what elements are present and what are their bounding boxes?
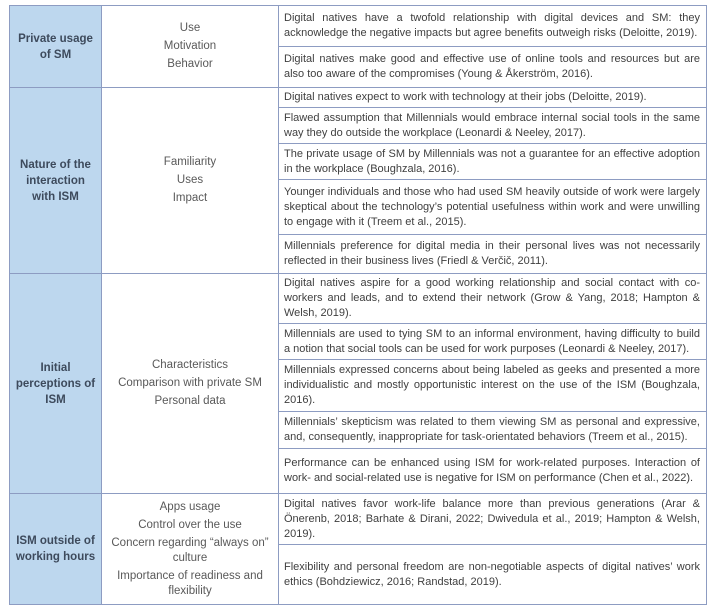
category-cell-initial-perceptions [10,274,102,494]
finding-cell: Millennials preference for digital media in their personal lives was not necessarily reflected in their business lives (Friedl & Verčič, 2011). [279,235,707,274]
category-cell-nature-interaction [10,88,102,274]
keyword: Impact [172,192,208,204]
keyword: Personal data [154,395,226,407]
category-cell-ism-outside [10,494,102,605]
finding-cell: Millennials expressed concerns about being labeled as geeks and presented a more individualistic and mostly opportunistic interest on the use of the ISM (Boughzala, 2016). [279,360,707,412]
finding-cell: Performance can be enhanced using ISM for work-related purposes. Interaction of work- and social-related use is negative for ISM on performance (Chen et al., 2022). [279,449,707,494]
keyword: Characteristics [151,359,229,371]
category-label: ISM outside of working hours [15,535,96,563]
finding-cell: Millennials’ skepticism was related to them viewing SM as personal and expressive, and, consequently, inappropriate for task-orientated behaviors (Treem et al., 2015). [279,412,707,449]
finding-cell: The private usage of SM by Millennials was not a guarantee for an effective adoption in the workplace (Boughzala, 2016). [279,144,707,180]
literature-review-table [9,5,707,605]
category-label: Initial perceptions of ISM [15,361,96,406]
finding-cell: Younger individuals and those who had used SM heavily outside of work were largely skeptical about the technology’s potential usefulness within work and were unwilling to engage with it (Treem et al., 2015). [279,180,707,235]
finding-cell: Millennials are used to tying SM to an informal environment, having difficulty to build a notion that social tools can be used for work purposes (Leonardi & Neeley, 2017). [279,324,707,360]
category-label: Private usage of SM [18,32,93,61]
keyword: Control over the use [138,518,242,531]
table-body [10,6,707,605]
finding-cell: Digital natives expect to work with technology at their jobs (Deloitte, 2019). [279,88,707,108]
finding-cell: Digital natives favor work-life balance more than previous generations (Arar & Önerenb, 2018; Barhate & Dirani, 2022; Dwivedula et al., 2019; Hampton & Welsh, 2019). [279,494,707,545]
finding-cell: Digital natives have a twofold relationship with digital devices and SM: they acknowledge the negative impacts but agree benefits outweigh risks (Deloitte, 2019). [279,6,707,47]
keywords-cell-ism-outside [102,494,279,605]
category-cell-private-usage [10,6,102,88]
keyword: Concern regarding “always on” culture [111,536,269,564]
keyword: Behavior [167,58,213,70]
keywords-cell-initial-perceptions [102,274,279,494]
keywords-cell-nature-interaction [102,88,279,274]
keyword: Comparison with private SM [118,377,262,389]
keyword: Familiarity [163,156,217,168]
keyword: Uses [176,174,204,186]
finding-cell: Digital natives make good and effective use of online tools and resources but are also too aware of the compromises (Young & Åkerström, 2016). [279,47,707,88]
finding-cell: Flawed assumption that Millennials would embrace internal social tools in the same way they do outside the workplace (Leonardi & Neeley, 2017). [279,108,707,144]
finding-cell: Flexibility and personal freedom are non-negotiable aspects of digital natives’ work ethics (Bohdziewicz, 2016; Randstad, 2019). [279,545,707,605]
finding-cell: Digital natives aspire for a good working relationship and social contact with co-workers and leads, and to extend their network (Grow & Yang, 2018; Hampton & Welsh, 2019). [279,274,707,324]
keyword: Apps usage [159,500,221,513]
keywords-cell-private-usage [102,6,279,88]
keyword: Importance of readiness and flexibility [117,569,263,597]
category-label: Nature of the interaction with ISM [20,158,91,203]
keyword: Motivation [163,40,217,52]
keyword: Use [179,22,201,34]
